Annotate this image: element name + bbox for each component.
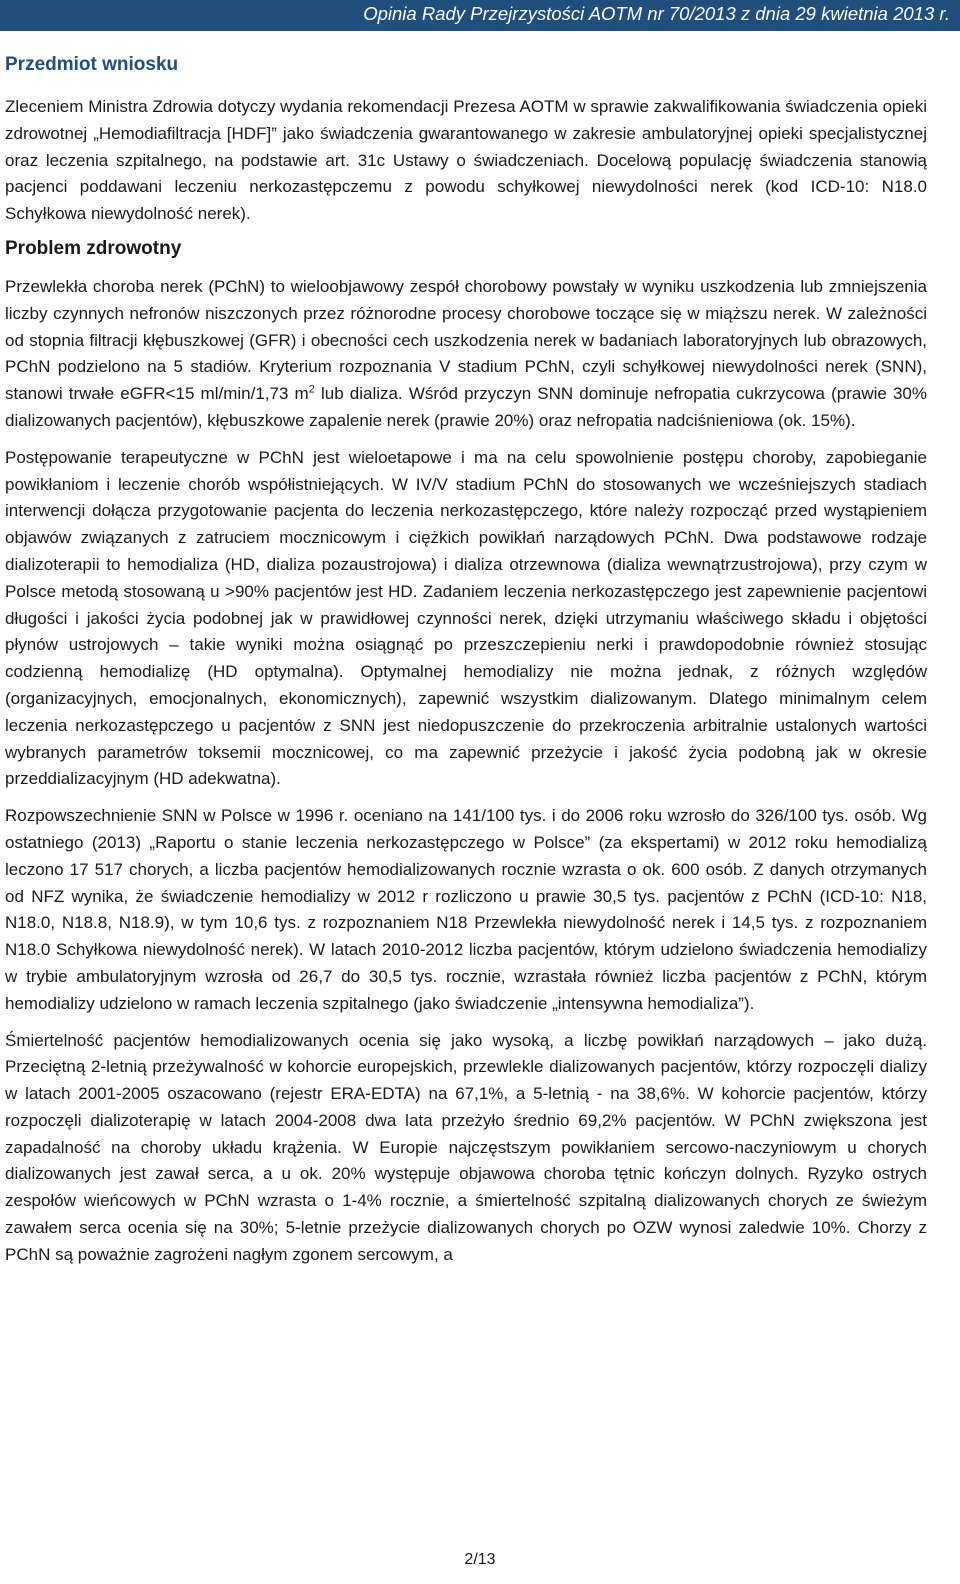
document-body: [5, 54, 927, 1279]
document-header-bar: [0, 0, 960, 31]
superscript-exponent: 2: [308, 383, 315, 396]
health-problem-paragraph-1: [5, 274, 927, 435]
section-heading-health-problem: Problem zdrowotny: [5, 237, 182, 259]
health-problem-paragraph-2: Postępowanie terapeutyczne w PChN jest wieloetapowe i ma na celu spowolnienie postępu choroby, zapobieganie powikłaniom i leczenie chorób współistniejących. W IV/V stadium PChN do stosowanych we wcześniejszych stadiach interwencji dołącza przygotowanie pacjenta do leczenia nerkozastępczego, które należy rozpocząć przed wystąpieniem objawów związanych z zatruciem mocznicowym i ciężkich powikłań narządowych PChN. Dwa podstawowe rodzaje dializoterapii to hemodializa (HD, dializa pozaustrojowa) i dializa otrzewnowa (dializa wewnątrzustrojowa), przy czym w Polsce metodą stosowaną u >90% pacjentów jest HD. Zadaniem leczenia nerkozastępczego jest zapewnienie pacjentowi długości i jakości życia podobnej jak w prawidłowej czynności nerek, dzięki utrzymaniu właściwego składu i objętości płynów ustrojowych – takie wyniki można osiągnąć po przeszczepieniu nerki i prawdopodobnie również stosując codzienną hemodializę (HD optymalna). Optymalnej hemodializy nie można jednak, z różnych względów (organizacyjnych, emocjonalnych, ekonomicznych), zapewnić wszystkim dializowanym. Dlatego minimalnym celem leczenia nerkozastępczego u pacjentów z SNN jest niedopuszczenie do przekroczenia arbitralnie ustalonych wartości wybranych parametrów toksemii mocznicowej, co ma zapewnić przeżycie i jakość życia podobną jak w okresie przeddializacyjnym (HD adekwatna).: [5, 447, 927, 789]
health-problem-paragraph-3: Rozpowszechnienie SNN w Polsce w 1996 r. oceniano na 141/100 tys. i do 2006 roku wzrosło do 326/100 tys. osób. Wg ostatniego (2013) „Raportu o stanie leczenia nerkozastępczego w Polsce” (za ekspertami) w 2012 roku hemodializą leczono 17 517 chorych, a liczba pacjentów hemodializowanych rocznie wzrasta o ok. 600 osób. Z danych otrzymanych od NFZ wynika, że świadczenie hemodializy w 2012 r rozliczono u prawie 30,5 tys. pacjentów z PChN (ICD-10: N18, N18.0, N18.8, N18.9), w tym 10,6 tys. z rozpoznaniem N18 Przewlekła niewydolność nerek i 14,5 tys. z rozpoznaniem N18.0 Schyłkowa niewydolność nerek). W latach 2010-2012 liczba pacjentów, którym udzielono świadczenia hemodializy w trybie ambulatoryjnym wzrosła od 26,7 do 30,5 tys. rocznie, wzrastała również liczba pacjentów z PChN, którym hemodializy udzielono w ramach leczenia szpitalnego (jako świadczenie „intensywna hemodializa”).: [5, 806, 927, 1013]
paragraph-1-text-a: Przewlekła choroba nerek (PChN) to wieloobjawowy zespół chorobowy powstały w wyniku uszkodzenia lub zmniejszenia liczby czynnych nefronów niszczonych przez różnorodne procesy chorobowe toczące się w miąższu nerek. W zależności od stopnia filtracji kłębuszkowej (GFR) i obecności cech uszkodzenia nerek w badaniach laboratoryjnych lub obrazowych, PChN podzielono na 5 stadiów. Kryterium rozpoznania V stadium PChN, czyli schyłkowej niewydolności nerek (SNN), stanowi trwałe eGFR<15 ml/min/1,73 m: [5, 276, 927, 404]
health-problem-paragraph-4: Śmiertelność pacjentów hemodializowanych ocenia się jako wysoką, a liczbę powikłań narządowych – jako dużą. Przeciętną 2-letnią przeżywalność w kohorcie europejskich, przewlekle dializowanych pacjentów, którzy rozpoczęli dializy w latach 2001-2005 oszacowano (rejestr ERA-EDTA) na 67,1%, a 5-letnią - na 38,6%. W kohorcie pacjentów, którzy rozpoczęli dializoterapię w latach 2004-2008 dwa lata przeżyło średnio 69,2% pacjentów. W PChN zwiększona jest zapadalność na choroby układu krążenia. W Europie najczęstszym powikłaniem sercowo-naczyniowym u chorych dializowanych jest zawał serca, a u ok. 20% występuje objawowa choroba tętnic kończyn dolnych. Ryzyko ostrych zespołów wieńcowych w PChN wzrasta o 1-4% rocznie, a śmiertelność szpitalną dializowanych chorych ze świeżym zawałem serca ocenia się na 30%; 5-letnie przeżycie dializowanych chorych po OZW wynosi zaledwie 10%. Chorzy z PChN są poważnie zagrożeni nagłym zgonem sercowym, a: [5, 1030, 927, 1264]
subject-paragraph: Zleceniem Ministra Zdrowia dotyczy wydania rekomendacji Prezesa AOTM w sprawie zakwalifikowania świadczenia opieki zdrowotnej „Hemodiafiltracja [HDF]” jako świadczenia gwarantowanego w zakresie ambulatoryjnej opieki specjalistycznej oraz leczenia szpitalnego, na podstawie art. 31c Ustawy o świadczeniach. Docelową populację świadczenia stanowią pacjenci poddawani leczeniu nerkozastępczemu z powodu schyłkowej niewydolności nerek (kod ICD-10: N18.0 Schyłkowa niewydolność nerek).: [5, 97, 927, 224]
section-heading-subject: Przedmiot wniosku: [5, 54, 179, 75]
paragraph-1-text-b: lub dializa. Wśród przyczyn SNN dominuje nefropatia cukrzycowa (prawie 30% dializowanych pacjentów), kłębuszkowe zapalenie nerek (prawie 20%) oraz nefropatia nadciśnieniowa (ok. 15%).: [5, 384, 927, 430]
page-number: 2/13: [464, 1551, 496, 1568]
document-header-title: Opinia Rady Przejrzystości AOTM nr 70/2013 z dnia 29 kwietnia 2013 r.: [363, 3, 950, 24]
